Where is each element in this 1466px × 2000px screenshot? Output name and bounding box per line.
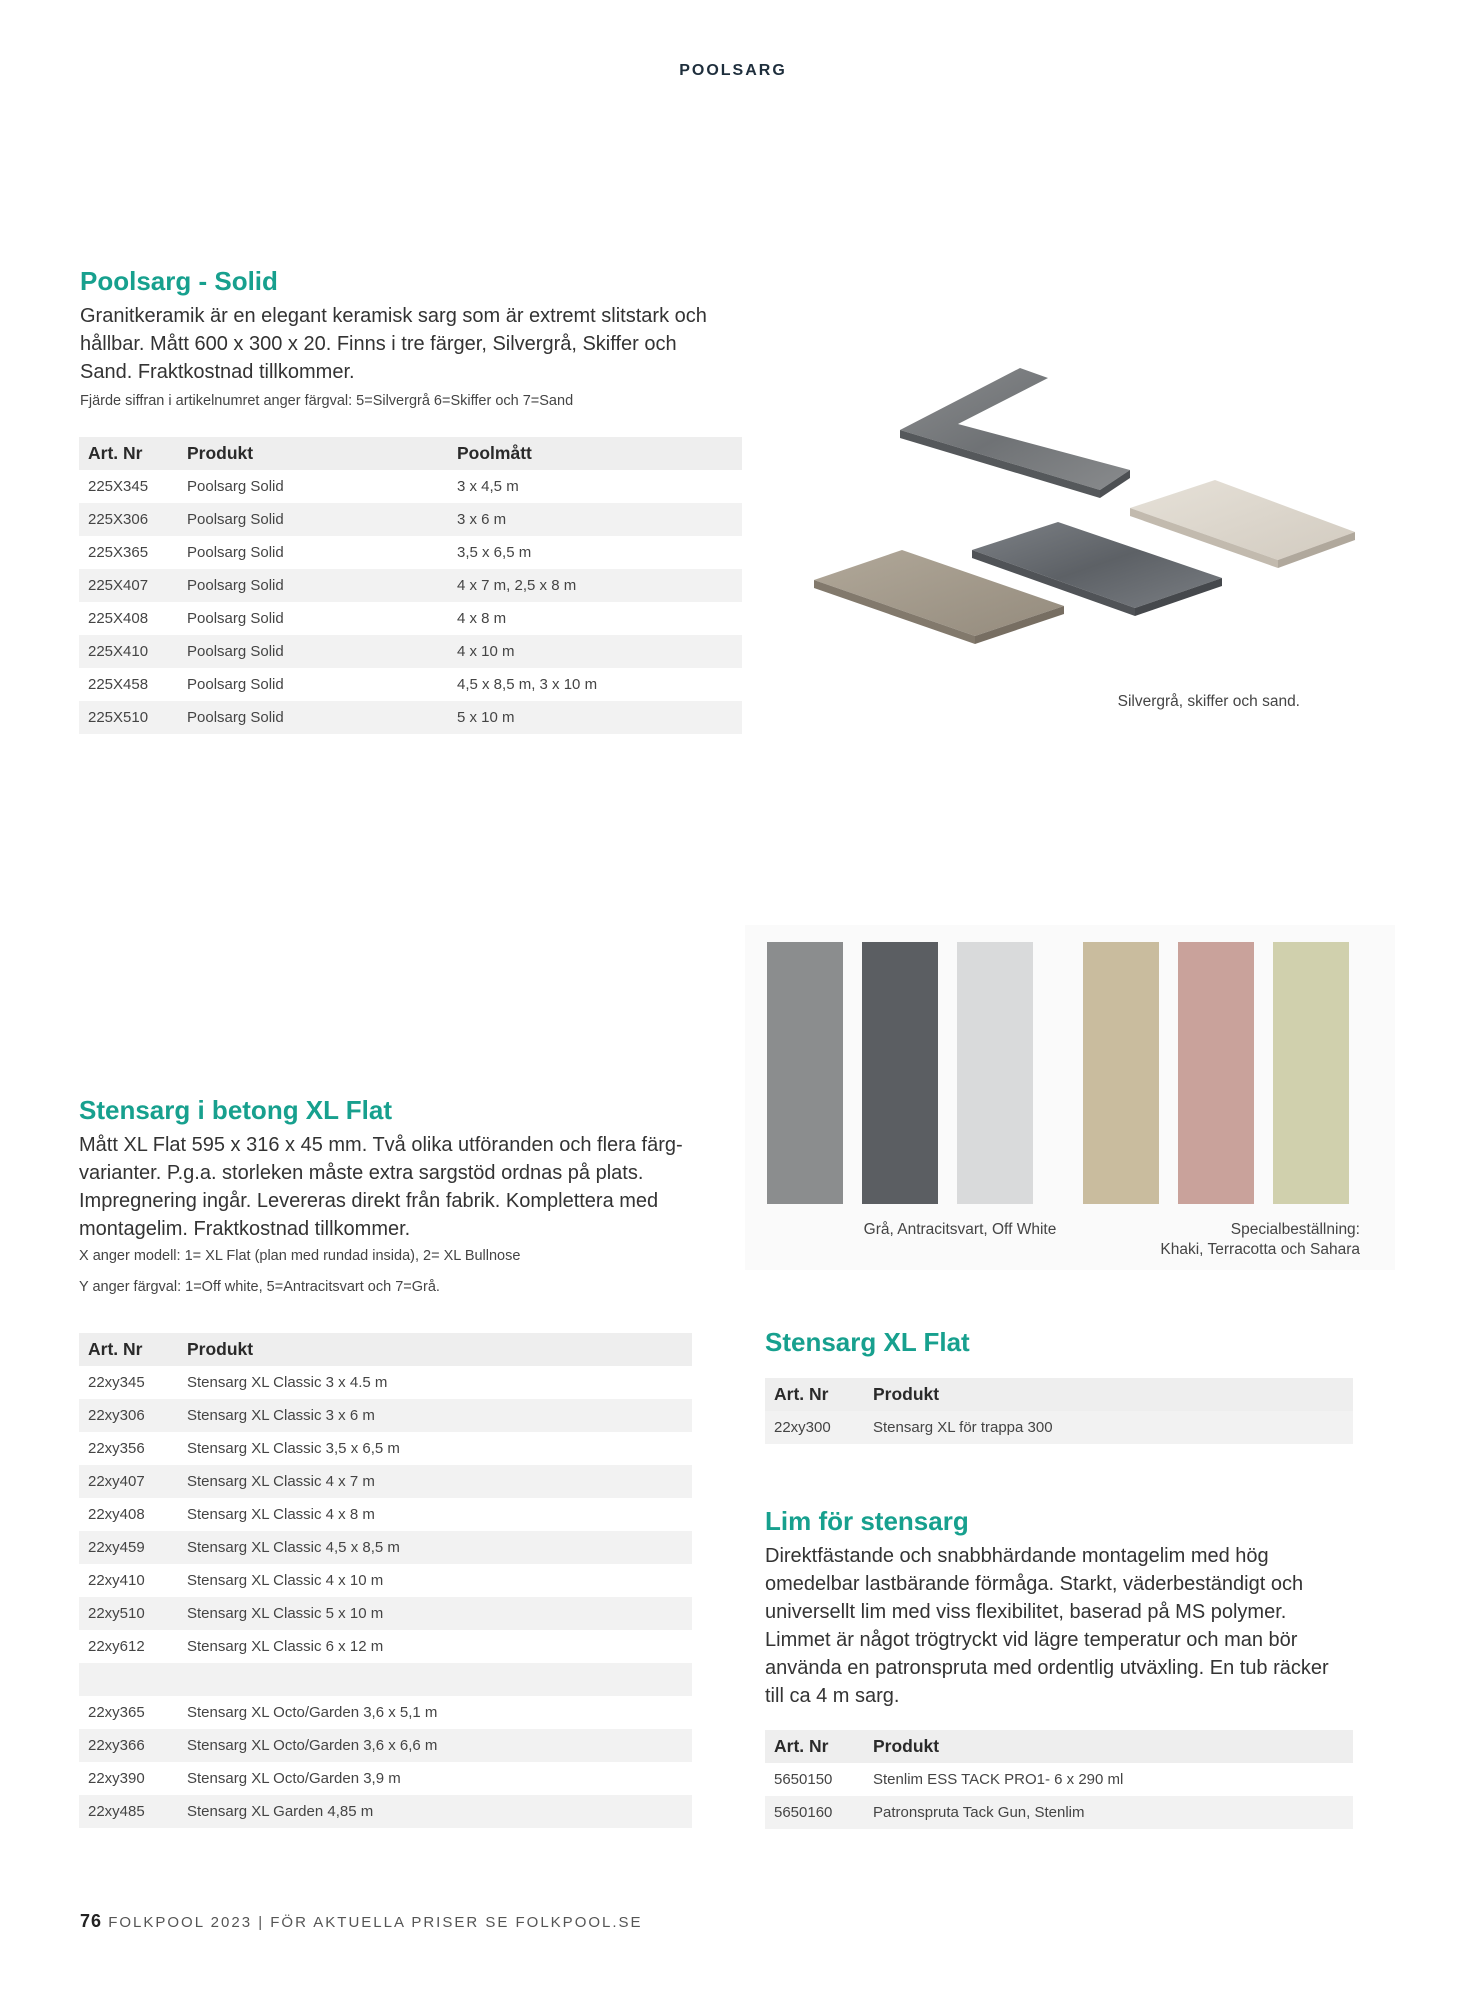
cell-art-nr: 22xy510 [79, 1597, 178, 1630]
table-row [79, 1465, 692, 1498]
table-row [765, 1796, 1353, 1829]
cell-art-nr: 22xy459 [79, 1531, 178, 1564]
solid-image-caption: Silvergrå, skiffer och sand. [1117, 693, 1300, 710]
col-produkt: Produkt [864, 1378, 1353, 1411]
xlflat-small-title: Stensarg XL Flat [765, 1327, 970, 1357]
cell-produkt: Poolsarg Solid [178, 470, 448, 503]
table-row [79, 1564, 692, 1597]
cell-art-nr: 225X510 [79, 701, 178, 734]
cell-art-nr: 22xy390 [79, 1762, 178, 1795]
table-header-row [765, 1730, 1353, 1763]
xlflat-color-note: Y anger färgval: 1=Off white, 5=Antracitsvart och 7=Grå. [79, 1279, 440, 1295]
footer-text: FOLKPOOL 2023 | FÖR AKTUELLA PRISER SE FOLKPOOL.SE [108, 1914, 643, 1931]
cell-produkt: Stensarg XL Classic 4,5 x 8,5 m [178, 1531, 692, 1564]
lim-product-table [765, 1730, 1353, 1829]
table-row [79, 1762, 692, 1795]
cell-art-nr: 22xy485 [79, 1795, 178, 1828]
table-row [79, 1432, 692, 1465]
table-row [79, 503, 742, 536]
cell-produkt: Poolsarg Solid [178, 701, 448, 734]
cell-art-nr: 225X345 [79, 470, 178, 503]
cell-produkt: Stensarg XL Octo/Garden 3,6 x 6,6 m [178, 1729, 692, 1762]
cell-art-nr: 22xy365 [79, 1696, 178, 1729]
cell-produkt: Stensarg XL Classic 4 x 7 m [178, 1465, 692, 1498]
cell-produkt: Stensarg XL Classic 3 x 4.5 m [178, 1366, 692, 1399]
solid-title: Poolsarg - Solid [80, 266, 278, 296]
solid-description: Granitkeramik är en elegant keramisk sarg som är extremt slitstark och hållbar. Mått 600 x 300 x 20. Finns i tre färger, Silvergrå, Skiffer och Sand. Fraktkostnad tillkommer. [80, 305, 707, 383]
page-number: 76 [80, 1911, 103, 1931]
table-row [79, 1366, 692, 1399]
col-art-nr: Art. Nr [79, 1333, 178, 1366]
table-row [79, 1399, 692, 1432]
cell-poolmatt: 3 x 4,5 m [448, 470, 742, 503]
xlflat-description: Mått XL Flat 595 x 316 x 45 mm. Två olika utföranden och flera färg-varianter. P.g.a. storleken måste extra sargstöd ordnas på plats. Impregnering ingår. Levereras direkt från fabrik. Komplettera med montagelim. Fraktkostnad tillkommer. [79, 1134, 683, 1240]
table-row-spacer [79, 1663, 692, 1696]
table-row [79, 569, 742, 602]
cell-art-nr: 5650160 [765, 1796, 864, 1829]
table-row [79, 1795, 692, 1828]
cell-produkt: Poolsarg Solid [178, 503, 448, 536]
cell-produkt: Stensarg XL för trappa 300 [864, 1411, 1353, 1444]
cell-art-nr: 225X407 [79, 569, 178, 602]
cell-produkt: Poolsarg Solid [178, 668, 448, 701]
cell-art-nr [79, 1663, 178, 1696]
cell-art-nr: 225X306 [79, 503, 178, 536]
lim-title: Lim för stensarg [765, 1506, 969, 1536]
table-row [79, 1597, 692, 1630]
table-row [79, 470, 742, 503]
table-row [79, 602, 742, 635]
cell-produkt: Stensarg XL Classic 4 x 8 m [178, 1498, 692, 1531]
cell-art-nr: 22xy407 [79, 1465, 178, 1498]
cell-art-nr: 225X365 [79, 536, 178, 569]
cell-art-nr: 5650150 [765, 1763, 864, 1796]
col-produkt: Produkt [178, 437, 448, 470]
table-row [765, 1763, 1353, 1796]
cell-art-nr: 22xy356 [79, 1432, 178, 1465]
solid-product-table [79, 437, 742, 734]
xlflat-model-note: X anger modell: 1= XL Flat (plan med rundad insida), 2= XL Bullnose [79, 1248, 521, 1264]
table-row [79, 668, 742, 701]
table-row [79, 1498, 692, 1531]
table-row [79, 1531, 692, 1564]
table-row [79, 635, 742, 668]
col-art-nr: Art. Nr [765, 1730, 864, 1763]
cell-produkt: Stensarg XL Classic 3 x 6 m [178, 1399, 692, 1432]
cell-produkt: Stensarg XL Classic 6 x 12 m [178, 1630, 692, 1663]
cell-art-nr: 225X410 [79, 635, 178, 668]
table-row [765, 1411, 1353, 1444]
cell-produkt: Stensarg XL Classic 4 x 10 m [178, 1564, 692, 1597]
table-row [79, 701, 742, 734]
cell-produkt: Stenlim ESS TACK PRO1- 6 x 290 ml [864, 1763, 1353, 1796]
cell-poolmatt: 5 x 10 m [448, 701, 742, 734]
cell-poolmatt: 3 x 6 m [448, 503, 742, 536]
cell-art-nr: 22xy612 [79, 1630, 178, 1663]
table-row [79, 1729, 692, 1762]
cell-art-nr: 22xy366 [79, 1729, 178, 1762]
table-header-row [765, 1378, 1353, 1411]
cell-produkt: Stensarg XL Octo/Garden 3,9 m [178, 1762, 692, 1795]
cell-art-nr: 22xy345 [79, 1366, 178, 1399]
cell-produkt: Stensarg XL Classic 5 x 10 m [178, 1597, 692, 1630]
table-row [79, 1696, 692, 1729]
cell-produkt: Poolsarg Solid [178, 569, 448, 602]
cell-art-nr: 225X408 [79, 602, 178, 635]
solid-color-note: Fjärde siffran i artikelnumret anger färgval: 5=Silvergrå 6=Skiffer och 7=Sand [80, 393, 574, 409]
xlflat-tiles-image [745, 925, 1395, 1270]
cell-poolmatt: 4 x 8 m [448, 602, 742, 635]
cell-poolmatt: 4 x 7 m, 2,5 x 8 m [448, 569, 742, 602]
solid-tiles-image [810, 360, 1400, 700]
cell-art-nr: 22xy408 [79, 1498, 178, 1531]
col-produkt: Produkt [178, 1333, 692, 1366]
table-header-row [79, 437, 742, 470]
xlflat-caption-special-1: Specialbeställning: [1230, 1221, 1360, 1238]
xlflat-small-product-table [765, 1378, 1353, 1444]
cell-art-nr: 225X458 [79, 668, 178, 701]
xlflat-title: Stensarg i betong XL Flat [79, 1095, 393, 1125]
table-header-row [79, 1333, 692, 1366]
xlflat-caption-special-2: Khaki, Terracotta och Sahara [1160, 1241, 1360, 1258]
col-poolmatt: Poolmått [448, 437, 742, 470]
page-section-label: POOLSARG [679, 62, 787, 79]
cell-produkt: Stensarg XL Garden 4,85 m [178, 1795, 692, 1828]
cell-produkt: Stensarg XL Classic 3,5 x 6,5 m [178, 1432, 692, 1465]
cell-produkt: Poolsarg Solid [178, 602, 448, 635]
xlflat-product-table [79, 1333, 692, 1828]
cell-produkt: Poolsarg Solid [178, 536, 448, 569]
page-footer [80, 1911, 643, 1932]
col-art-nr: Art. Nr [79, 437, 178, 470]
lim-description: Direktfästande och snabbhärdande montagelim med hög omedelbar lastbärande förmåga. Starkt, väderbeständigt och universellt lim med viss flexibilitet, baserad på MS polymer. Limmet är något trögtryckt vid lägre temperatur och man bör använda en patronspruta med ordentlig utväxling. En tub räcker till ca 4 m sarg. [765, 1545, 1329, 1707]
xlflat-caption-standard: Grå, Antracitsvart, Off White [863, 1221, 1057, 1238]
cell-poolmatt: 4 x 10 m [448, 635, 742, 668]
cell-art-nr: 22xy306 [79, 1399, 178, 1432]
cell-produkt [178, 1663, 692, 1696]
cell-produkt: Poolsarg Solid [178, 635, 448, 668]
table-row [79, 1630, 692, 1663]
cell-art-nr: 22xy300 [765, 1411, 864, 1444]
cell-art-nr: 22xy410 [79, 1564, 178, 1597]
cell-produkt: Stensarg XL Octo/Garden 3,6 x 5,1 m [178, 1696, 692, 1729]
cell-produkt: Patronspruta Tack Gun, Stenlim [864, 1796, 1353, 1829]
col-art-nr: Art. Nr [765, 1378, 864, 1411]
cell-poolmatt: 4,5 x 8,5 m, 3 x 10 m [448, 668, 742, 701]
col-produkt: Produkt [864, 1730, 1353, 1763]
table-row [79, 536, 742, 569]
cell-poolmatt: 3,5 x 6,5 m [448, 536, 742, 569]
